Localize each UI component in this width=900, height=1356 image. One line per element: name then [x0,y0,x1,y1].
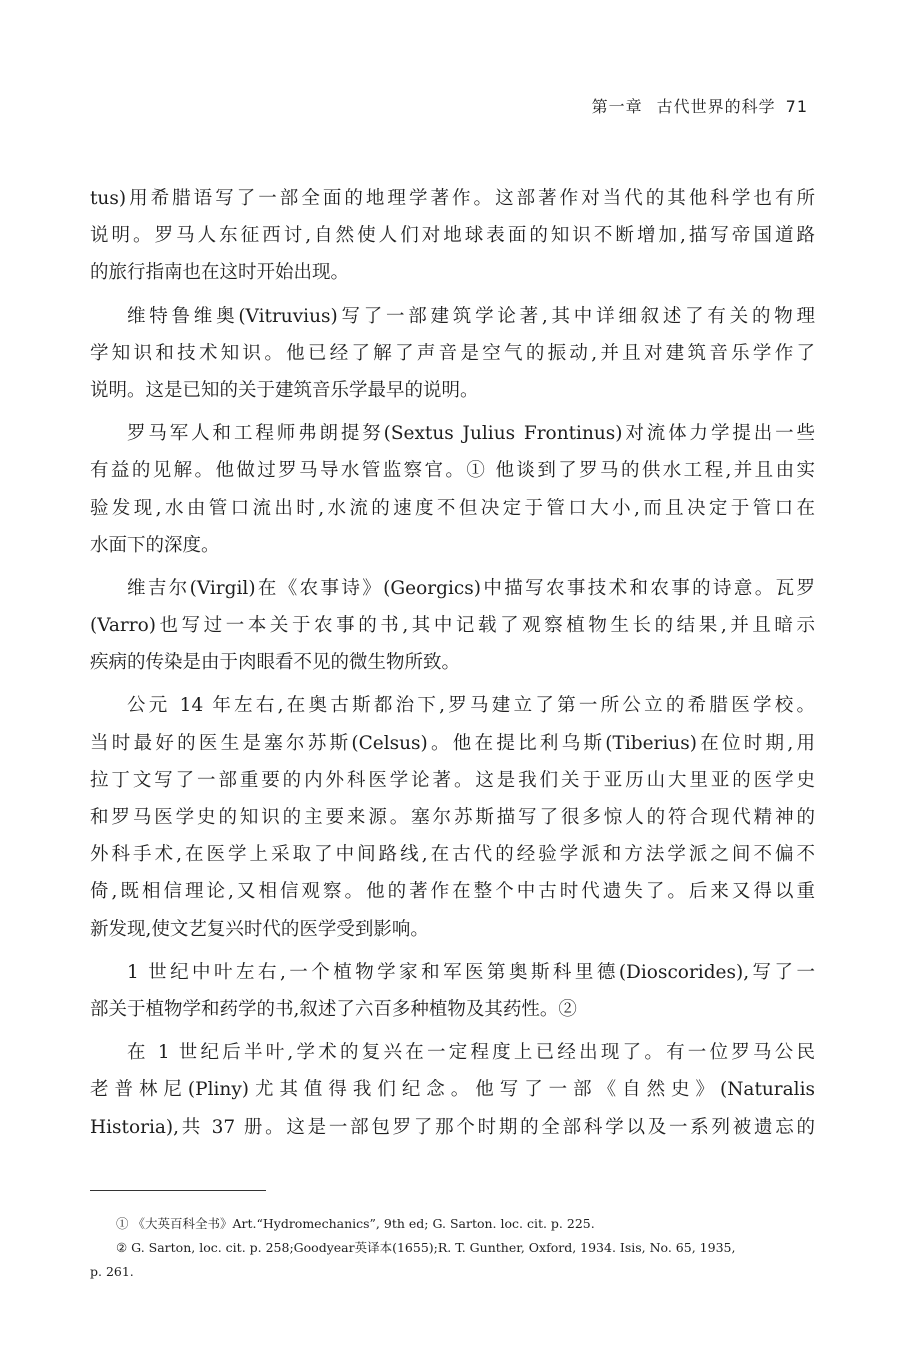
text-line: tus)用希腊语写了一部全面的地理学著作。这部著作对当代的其他科学也有所 [90,188,815,209]
running-head [592,94,808,117]
text-line: 水面下的深度。 [90,534,220,556]
paragraph [90,687,815,947]
chapter-title: 古代世界的科学 [656,97,776,116]
text-line: 部关于植物学和药学的书,叙述了六百多种植物及其药性。② [90,998,577,1020]
text-line: 新发现,使文艺复兴时代的医学受到影响。 [90,918,429,940]
paragraph [90,1034,815,1146]
text-line: 倚,既相信理论,又相信观察。他的著作在整个中古时代遗失了。后来又得以重 [90,881,815,903]
paragraph [90,954,815,1028]
text-line: 1 世纪中叶左右,一个植物学家和军医第奥斯科里德(Dioscorides),写了一 [127,961,815,983]
footnote-continuation: p. 261. [90,1264,134,1279]
paragraph [90,298,815,410]
chapter-label: 第一章 [591,97,643,116]
footnote: ② G. Sarton, loc. cit. p. 258;Goodyear英译本(1655);R. T. Gunther, Oxford, 1934. Isis, No. 65, 1935, [116,1240,736,1255]
text-line: 的旅行指南也在这时开始出现。 [90,262,350,284]
text-line: 拉丁文写了一部重要的内外科医学论著。这是我们关于亚历山大里亚的医学史 [90,769,815,791]
text-line: 维特鲁维奥(Vitruvius)写了一部建筑学论著,其中详细叙述了有关的物理 [127,305,815,327]
text-line: 学知识和技术知识。他已经了解了声音是空气的振动,并且对建筑音乐学作了 [90,342,815,364]
footnote-divider [90,1190,266,1191]
text-line: 老普林尼(Pliny)尤其值得我们纪念。他写了一部《自然史》(Naturalis [90,1079,815,1101]
text-line: 说明。这是已知的关于建筑音乐学最早的说明。 [90,379,479,401]
text-line: 和罗马医学史的知识的主要来源。塞尔苏斯描写了很多惊人的符合现代精神的 [90,807,815,828]
text-line: 罗马军人和工程师弗朗提努(Sextus Julius Frontinus)对流体力学提出一些 [127,423,815,445]
text-line: 有益的见解。他做过罗马导水管监察官。① 他谈到了罗马的供水工程,并且由实 [90,460,815,482]
page-number: 71 [785,97,808,116]
text-line: 疾病的传染是由于肉眼看不见的微生物所致。 [90,652,461,674]
text-line: 在 1 世纪后半叶,学术的复兴在一定程度上已经出现了。有一位罗马公民 [127,1042,815,1064]
paragraph [90,415,815,564]
body-text [90,180,815,1152]
paragraph [90,570,815,682]
text-line: (Varro)也写过一本关于农事的书,其中记载了观察植物生长的结果,并且暗示 [90,615,815,637]
footnotes [90,1212,815,1284]
text-line: 当时最好的医生是塞尔苏斯(Celsus)。他在提比利乌斯(Tiberius)在位时期,用 [90,732,815,754]
text-line: 外科手术,在医学上采取了中间路线,在古代的经验学派和方法学派之间不偏不 [90,844,815,866]
text-line: 说明。罗马人东征西讨,自然使人们对地球表面的知识不断增加,描写帝国道路 [90,225,815,247]
text-line: 维吉尔(Virgil)在《农事诗》(Georgics)中描写农事技术和农事的诗意。瓦罗 [127,577,815,599]
paragraph [90,180,815,292]
text-line: 验发现,水由管口流出时,水流的速度不但决定于管口大小,而且决定于管口在 [90,497,815,519]
text-line: 公元 14 年左右,在奥古斯都治下,罗马建立了第一所公立的希腊医学校。 [127,695,815,717]
footnote: ① 《大英百科全书》Art.“Hydromechanics”, 9th ed; G. Sarton. loc. cit. p. 225. [116,1216,595,1231]
text-line: Historia),共 37 册。这是一部包罗了那个时期的全部科学以及一系列被遗忘的 [90,1116,815,1138]
